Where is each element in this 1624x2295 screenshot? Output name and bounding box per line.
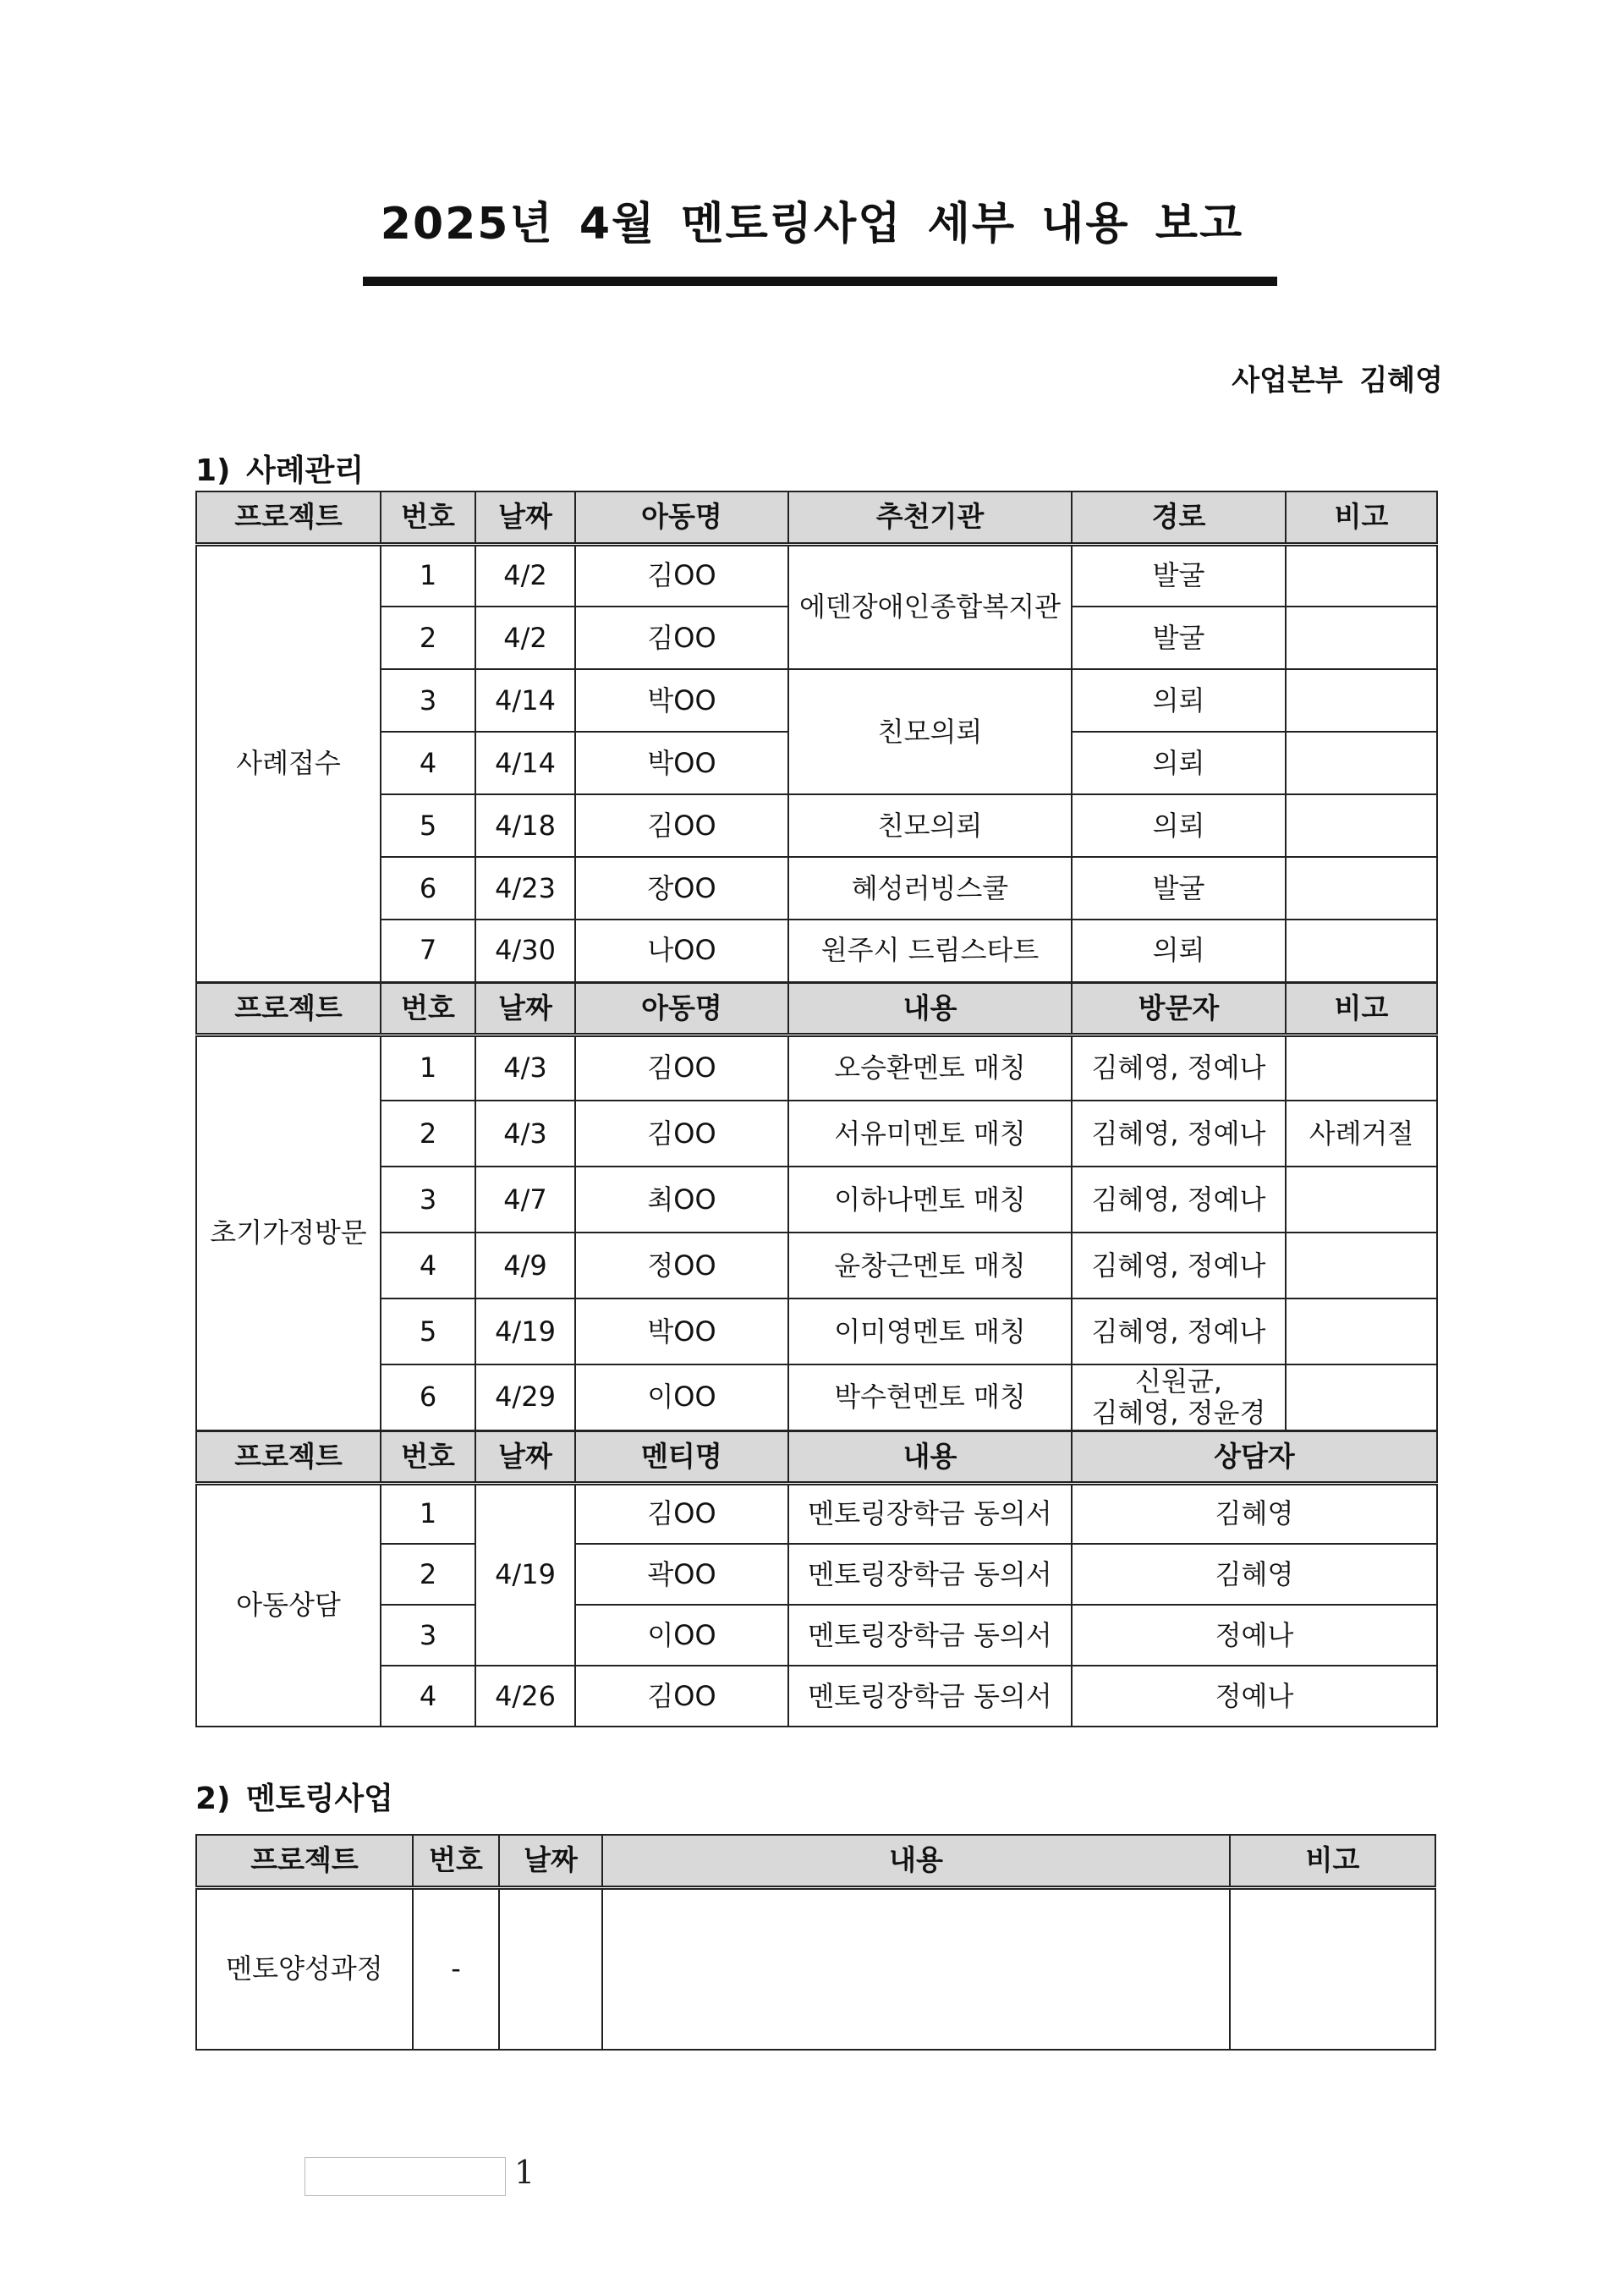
route-cell: 의뢰 xyxy=(1072,732,1286,794)
table-header-row xyxy=(196,1430,1437,1483)
child-name-cell: 김OO xyxy=(575,794,788,857)
number-cell: 6 xyxy=(381,857,475,920)
note-cell xyxy=(1286,920,1437,982)
agency-cell: 친모의뢰 xyxy=(788,669,1072,794)
header-cell: 비고 xyxy=(1286,982,1437,1035)
child-name-cell: 박OO xyxy=(575,669,788,732)
number-cell: 4 xyxy=(381,1666,475,1727)
counselor-cell: 정예나 xyxy=(1072,1666,1437,1727)
header-cell: 아동명 xyxy=(575,982,788,1035)
visitor-cell: 김혜영, 정예나 xyxy=(1072,1035,1286,1101)
content-cell: 서유미멘토 매칭 xyxy=(788,1101,1072,1167)
number-cell: 3 xyxy=(381,669,475,732)
child-name-cell: 박OO xyxy=(575,732,788,794)
footer-box xyxy=(304,2157,506,2196)
header-cell: 날짜 xyxy=(475,1430,575,1483)
table-row xyxy=(196,1666,1437,1727)
note-cell xyxy=(1286,1035,1437,1101)
header-cell: 프로젝트 xyxy=(196,491,381,544)
mentoring-program-table xyxy=(195,1834,1436,2051)
table-row xyxy=(196,794,1437,857)
child-name-cell: 최OO xyxy=(575,1167,788,1233)
visitor-cell: 김혜영, 정예나 xyxy=(1072,1298,1286,1364)
number-cell: 4 xyxy=(381,1233,475,1298)
child-name-cell: 박OO xyxy=(575,1298,788,1364)
header-cell: 내용 xyxy=(602,1835,1230,1887)
table-row xyxy=(196,1035,1437,1101)
agency-cell: 에덴장애인종합복지관 xyxy=(788,544,1072,669)
date-cell: 4/23 xyxy=(475,857,575,920)
project-cell: 멘토양성과정 xyxy=(196,1887,413,2050)
child-name-cell: 김OO xyxy=(575,544,788,607)
table-row xyxy=(196,1605,1437,1666)
note-cell xyxy=(1286,544,1437,607)
number-cell: 2 xyxy=(381,607,475,669)
header-cell: 내용 xyxy=(788,982,1072,1035)
header-cell: 프로젝트 xyxy=(196,1430,381,1483)
content-cell: 이미영멘토 매칭 xyxy=(788,1298,1072,1364)
section-heading-case-management: 1) 사례관리 xyxy=(195,453,365,488)
table-row xyxy=(196,1298,1437,1364)
table-row xyxy=(196,1233,1437,1298)
table-row xyxy=(196,857,1437,920)
route-cell: 발굴 xyxy=(1072,544,1286,607)
table-row xyxy=(196,1887,1435,2050)
content-cell xyxy=(602,1887,1230,2050)
table-header-row xyxy=(196,491,1437,544)
number-cell: 4 xyxy=(381,732,475,794)
agency-cell: 원주시 드림스타트 xyxy=(788,920,1072,982)
note-cell xyxy=(1286,857,1437,920)
project-cell: 사례접수 xyxy=(196,544,381,982)
header-cell: 추천기관 xyxy=(788,491,1072,544)
visitor-cell: 김혜영, 정예나 xyxy=(1072,1233,1286,1298)
route-cell: 의뢰 xyxy=(1072,794,1286,857)
table-header-row xyxy=(196,982,1437,1035)
header-cell: 멘티명 xyxy=(575,1430,788,1483)
header-cell: 내용 xyxy=(788,1430,1072,1483)
date-cell: 4/18 xyxy=(475,794,575,857)
number-cell: 2 xyxy=(381,1544,475,1605)
visitor-cell: 김혜영, 정예나 xyxy=(1072,1167,1286,1233)
project-cell: 아동상담 xyxy=(196,1483,381,1727)
date-cell: 4/30 xyxy=(475,920,575,982)
route-cell: 의뢰 xyxy=(1072,920,1286,982)
page-number: 1 xyxy=(514,2154,535,2191)
date-cell: 4/9 xyxy=(475,1233,575,1298)
note-cell xyxy=(1286,794,1437,857)
visitor-line: 김혜영, 정윤경 xyxy=(1091,1396,1266,1429)
visitor-line: 신원균, xyxy=(1135,1364,1222,1397)
date-cell: 4/19 xyxy=(475,1298,575,1364)
header-cell: 방문자 xyxy=(1072,982,1286,1035)
date-cell: 4/2 xyxy=(475,607,575,669)
date-cell: 4/7 xyxy=(475,1167,575,1233)
number-cell: 6 xyxy=(381,1364,475,1430)
child-name-cell: 나OO xyxy=(575,920,788,982)
header-cell: 아동명 xyxy=(575,491,788,544)
number-cell: - xyxy=(413,1887,499,2050)
date-cell: 4/3 xyxy=(475,1035,575,1101)
mentee-name-cell: 김OO xyxy=(575,1483,788,1544)
date-cell: 4/14 xyxy=(475,732,575,794)
agency-cell: 혜성러빙스쿨 xyxy=(788,857,1072,920)
visitor-cell xyxy=(1072,1364,1286,1430)
header-cell: 번호 xyxy=(381,1430,475,1483)
table-row xyxy=(196,1544,1437,1605)
table-header-row xyxy=(196,1835,1435,1887)
content-cell: 멘토링장학금 동의서 xyxy=(788,1605,1072,1666)
content-cell: 박수현멘토 매칭 xyxy=(788,1364,1072,1430)
child-name-cell: 정OO xyxy=(575,1233,788,1298)
route-cell: 의뢰 xyxy=(1072,669,1286,732)
title-underline xyxy=(363,277,1277,286)
date-cell: 4/3 xyxy=(475,1101,575,1167)
agency-cell: 친모의뢰 xyxy=(788,794,1072,857)
note-cell xyxy=(1286,607,1437,669)
child-name-cell: 김OO xyxy=(575,1035,788,1101)
table-row xyxy=(196,1364,1437,1430)
table-row xyxy=(196,1483,1437,1544)
number-cell: 2 xyxy=(381,1101,475,1167)
child-name-cell: 김OO xyxy=(575,1101,788,1167)
header-cell: 날짜 xyxy=(475,982,575,1035)
header-cell: 번호 xyxy=(381,491,475,544)
route-cell: 발굴 xyxy=(1072,857,1286,920)
counselor-cell: 김혜영 xyxy=(1072,1483,1437,1544)
section-heading-mentoring-program: 2) 멘토링사업 xyxy=(195,1782,393,1816)
mentee-name-cell: 곽OO xyxy=(575,1544,788,1605)
header-cell: 날짜 xyxy=(499,1835,602,1887)
visitor-cell: 김혜영, 정예나 xyxy=(1072,1101,1286,1167)
number-cell: 5 xyxy=(381,794,475,857)
date-cell: 4/26 xyxy=(475,1666,575,1727)
content-cell: 이하나멘토 매칭 xyxy=(788,1167,1072,1233)
case-management-table xyxy=(195,491,1438,1727)
date-cell xyxy=(499,1887,602,2050)
header-cell: 프로젝트 xyxy=(196,982,381,1035)
child-name-cell: 장OO xyxy=(575,857,788,920)
route-cell: 발굴 xyxy=(1072,607,1286,669)
date-cell: 4/2 xyxy=(475,544,575,607)
header-cell: 번호 xyxy=(413,1835,499,1887)
header-cell: 날짜 xyxy=(475,491,575,544)
note-cell xyxy=(1286,1298,1437,1364)
content-cell: 윤창근멘토 매칭 xyxy=(788,1233,1072,1298)
mentee-name-cell: 이OO xyxy=(575,1605,788,1666)
header-cell: 번호 xyxy=(381,982,475,1035)
date-cell: 4/19 xyxy=(475,1483,575,1666)
header-cell: 상담자 xyxy=(1072,1430,1437,1483)
header-cell: 경로 xyxy=(1072,491,1286,544)
date-cell: 4/29 xyxy=(475,1364,575,1430)
number-cell: 3 xyxy=(381,1167,475,1233)
child-name-cell: 이OO xyxy=(575,1364,788,1430)
content-cell: 멘토링장학금 동의서 xyxy=(788,1483,1072,1544)
content-cell: 오승환멘토 매칭 xyxy=(788,1035,1072,1101)
mentee-name-cell: 김OO xyxy=(575,1666,788,1727)
project-cell: 초기가정방문 xyxy=(196,1035,381,1430)
table-row xyxy=(196,1167,1437,1233)
note-cell xyxy=(1286,1364,1437,1430)
table-row xyxy=(196,669,1437,732)
table-row xyxy=(196,920,1437,982)
number-cell: 1 xyxy=(381,1035,475,1101)
note-cell xyxy=(1286,1167,1437,1233)
header-cell: 비고 xyxy=(1230,1835,1435,1887)
table-row xyxy=(196,544,1437,607)
number-cell: 7 xyxy=(381,920,475,982)
author-line: 사업본부 김혜영 xyxy=(1232,364,1443,398)
note-cell xyxy=(1286,1233,1437,1298)
date-cell: 4/14 xyxy=(475,669,575,732)
table-row xyxy=(196,1101,1437,1167)
counselor-cell: 정예나 xyxy=(1072,1605,1437,1666)
number-cell: 5 xyxy=(381,1298,475,1364)
number-cell: 1 xyxy=(381,1483,475,1544)
page-title: 2025년 4월 멘토링사업 세부 내용 보고 xyxy=(380,199,1244,250)
note-cell xyxy=(1286,669,1437,732)
note-cell xyxy=(1286,732,1437,794)
counselor-cell: 김혜영 xyxy=(1072,1544,1437,1605)
header-cell: 비고 xyxy=(1286,491,1437,544)
note-cell: 사례거절 xyxy=(1286,1101,1437,1167)
child-name-cell: 김OO xyxy=(575,607,788,669)
number-cell: 3 xyxy=(381,1605,475,1666)
content-cell: 멘토링장학금 동의서 xyxy=(788,1544,1072,1605)
header-cell: 프로젝트 xyxy=(196,1835,413,1887)
content-cell: 멘토링장학금 동의서 xyxy=(788,1666,1072,1727)
number-cell: 1 xyxy=(381,544,475,607)
note-cell xyxy=(1230,1887,1435,2050)
